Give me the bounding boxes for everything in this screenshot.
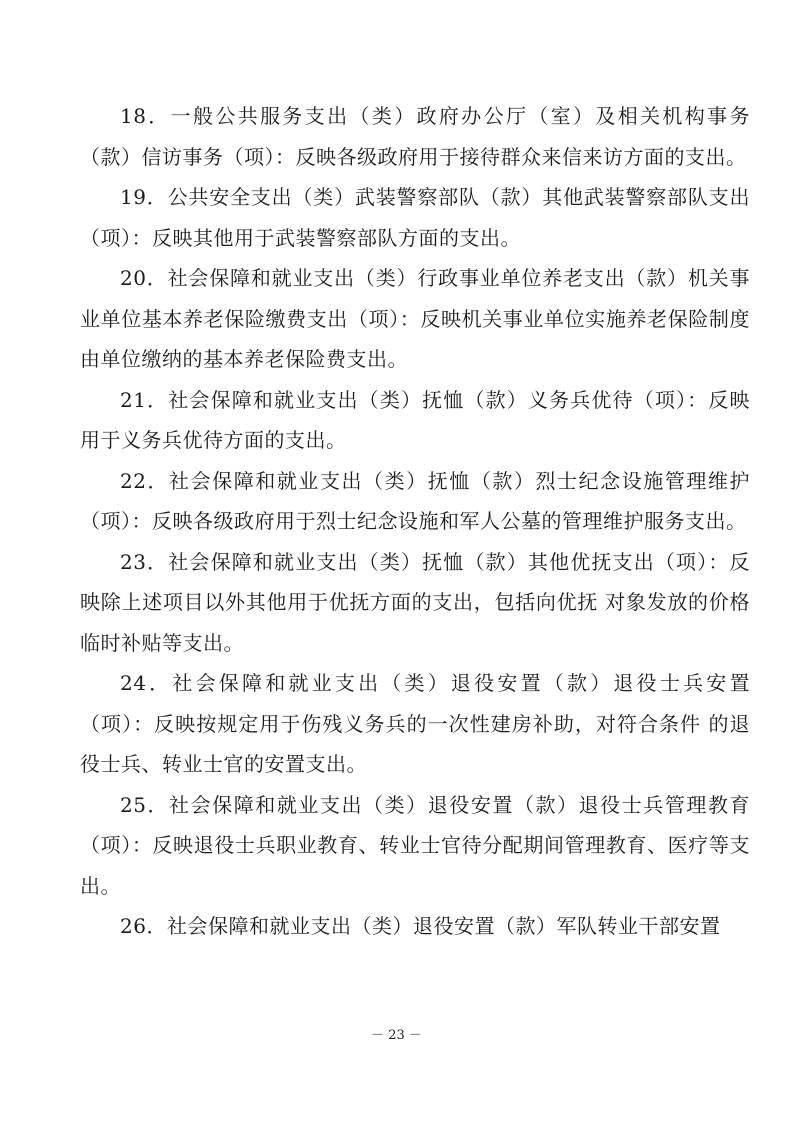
- paragraph-18: 18．一般公共服务支出（类）政府办公厅（室）及相关机构事务（款）信访事务（项）：反映各级政府用于接待群众来信来访方面的支出。: [80, 104, 750, 169]
- document-body: [80, 96, 750, 947]
- paragraph-20: 20．社会保障和就业支出（类）行政事业单位养老支出（款）机关事业单位基本养老保险缴费支出（项）：反映机关事业单位实施养老保险制度由单位缴纳的基本养老保险费支出。: [80, 266, 750, 371]
- paragraph-26: 26．社会保障和就业支出（类）退役安置（款）军队转业干部安置: [120, 914, 721, 938]
- paragraph-23: 23．社会保障和就业支出（类）抚恤（款）其他优抚支出（项）：反映除上述项目以外其他用于优抚方面的支出，包括向优抚 对象发放的价格临时补贴等支出。: [80, 549, 750, 655]
- paragraph-22: 22．社会保障和就业支出（类）抚恤（款）烈士纪念设施管理维护（项）：反映各级政府用于烈士纪念设施和军人公墓的管理维护服务支出。: [80, 468, 750, 533]
- paragraph-25: 25．社会保障和就业支出（类）退役安置（款）退役士兵管理教育（项）：反映退役士兵职业教育、转业士官待分配期间管理教育、医疗等支出。: [80, 792, 750, 898]
- paragraph-21: 21．社会保障和就业支出（类）抚恤（款）义务兵优待（项）：反映用于义务兵优待方面的支出。: [80, 387, 750, 452]
- paragraph-19: 19．公共安全支出（类）武装警察部队（款）其他武装警察部队支出（项）：反映其他用于武装警察部队方面的支出。: [80, 185, 750, 250]
- page-number: － 23 －: [371, 1028, 422, 1043]
- paragraph-24: 24．社会保障和就业支出（类）退役安置（款）退役士兵安置（项）：反映按规定用于伤残义务兵的一次性建房补助，对符合条件 的退役士兵、转业士官的安置支出。: [80, 671, 750, 776]
